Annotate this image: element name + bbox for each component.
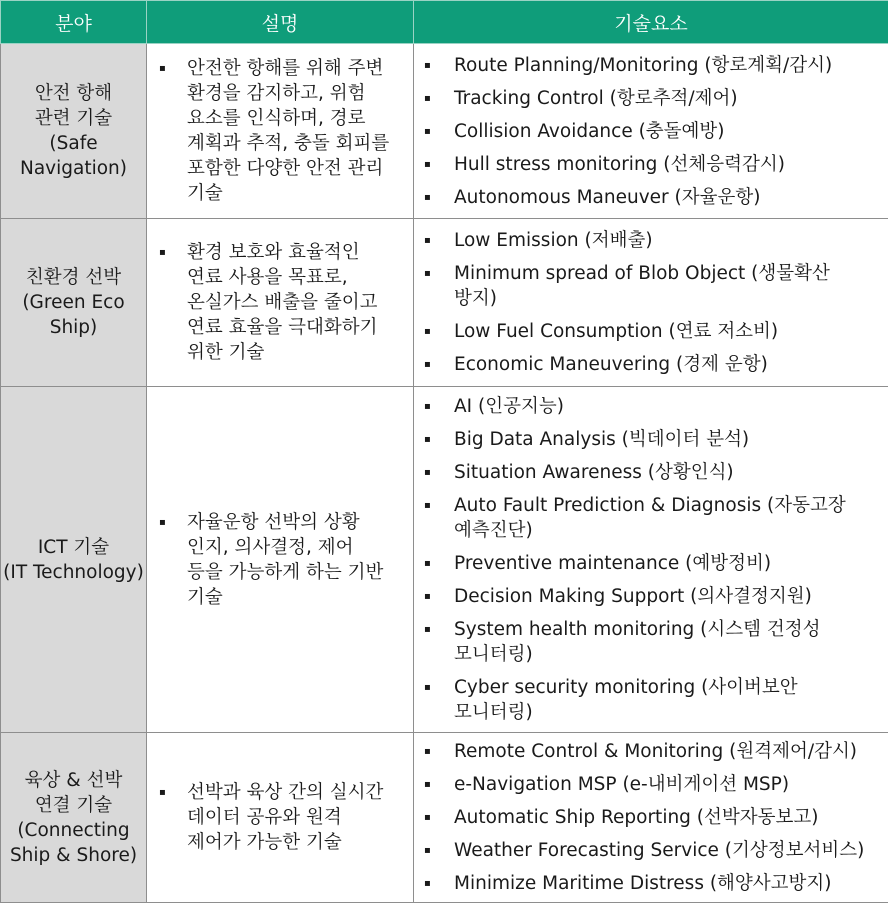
bullet-icon: ▪ (424, 779, 431, 790)
technology-text: Minimize Maritime Distress (해양사고방지) (454, 873, 832, 894)
table-body (1, 44, 888, 903)
technology-item (424, 768, 882, 801)
bullet-icon: ▪ (424, 682, 431, 693)
technologies-cell (414, 387, 888, 733)
bullet-icon: ▪ (424, 746, 431, 757)
technology-text: Weather Forecasting Service (기상정보서비스) (454, 840, 865, 861)
technology-item (424, 613, 882, 671)
technology-text: AI (인공지능) (454, 396, 564, 417)
technology-item (424, 315, 882, 348)
technology-item (424, 181, 882, 214)
technology-item (424, 547, 882, 580)
technology-item (424, 49, 882, 82)
bullet-icon: ▪ (159, 63, 166, 74)
bullet-icon: ▪ (424, 125, 431, 137)
bullet-icon: ▪ (424, 235, 431, 246)
technology-text: Big Data Analysis (빅데이터 분석) (454, 429, 750, 450)
technology-text: Low Emission (저배출) (454, 230, 653, 251)
technology-text: Hull stress monitoring (선체응력감시) (454, 153, 785, 175)
bullet-icon: ▪ (424, 59, 431, 71)
technology-item (424, 348, 882, 381)
technology-text: Cyber security monitoring (사이버보안 모니터링) (454, 677, 798, 723)
description-cell (147, 44, 414, 219)
technologies-cell (414, 44, 888, 219)
technology-text: Route Planning/Monitoring (항로계획/감시) (454, 54, 833, 76)
technology-text: Autonomous Maneuver (자율운항) (454, 186, 761, 208)
bullet-icon: ▪ (159, 516, 166, 528)
technology-item (424, 224, 882, 257)
technology-item (424, 801, 882, 834)
bullet-icon: ▪ (159, 247, 166, 258)
table-row (1, 44, 888, 219)
header-row (1, 1, 888, 44)
technology-list (414, 224, 888, 381)
description-text: 안전한 항해를 위해 주변 환경을 감지하고, 위험 요소를 인식하며, 경로 계획과 추적, 충돌 회피를 포함한 다양한 안전 관리 기술 (187, 58, 390, 204)
technology-text: Low Fuel Consumption (연료 저소비) (454, 321, 779, 342)
bullet-icon: ▪ (424, 845, 431, 856)
technology-text: Tracking Control (항로추적/제어) (454, 87, 738, 109)
technology-text: System health monitoring (시스템 건정성 모니터링) (454, 619, 821, 665)
technology-item (424, 456, 882, 489)
technology-text: Situation Awareness (상황인식) (454, 462, 734, 483)
bullet-icon: ▪ (424, 268, 431, 279)
bullet-icon: ▪ (424, 191, 431, 203)
bullet-icon: ▪ (424, 500, 431, 511)
technology-item (424, 148, 882, 181)
bullet-icon: ▪ (424, 326, 431, 337)
bullet-icon: ▪ (424, 467, 431, 478)
description-text: 선박과 육상 간의 실시간 데이터 공유와 원격 제어가 가능한 기술 (187, 782, 384, 853)
technology-text: Auto Fault Prediction & Diagnosis (자동고장 예측진단) (454, 495, 846, 541)
technology-list (414, 390, 888, 729)
technology-text: Preventive maintenance (예방정비) (454, 553, 772, 574)
table-row (1, 387, 888, 733)
technology-text: Decision Making Support (의사결정지원) (454, 586, 812, 607)
bullet-icon: ▪ (424, 434, 431, 445)
technology-text: Minimum spread of Blob Object (생물확산 방지) (454, 263, 830, 309)
header-description: 설명 (147, 1, 414, 44)
bullet-icon: ▪ (424, 158, 431, 170)
table-header (1, 1, 888, 44)
technology-list (414, 49, 888, 214)
technology-item (424, 257, 882, 315)
technology-item (424, 580, 882, 613)
description-cell (147, 733, 414, 903)
technology-item (424, 834, 882, 867)
bullet-icon: ▪ (424, 624, 431, 635)
bullet-icon: ▪ (424, 92, 431, 104)
description-text: 자율운항 선박의 상황 인지, 의사결정, 제어 등을 가능하게 하는 기반 기술 (187, 511, 384, 608)
technology-list (414, 735, 888, 900)
technology-text: Economic Maneuvering (경제 운항) (454, 354, 768, 375)
technology-text: Automatic Ship Reporting (선박자동보고) (454, 807, 819, 828)
technology-text: Collision Avoidance (충돌예방) (454, 120, 725, 142)
bullet-icon: ▪ (424, 878, 431, 889)
technology-item (424, 867, 882, 900)
technology-item (424, 423, 882, 456)
technology-item (424, 489, 882, 547)
bullet-icon: ▪ (424, 359, 431, 370)
table-row (1, 219, 888, 387)
bullet-icon: ▪ (424, 558, 431, 569)
technologies-cell (414, 219, 888, 387)
bullet-icon: ▪ (159, 787, 166, 798)
technology-item (424, 115, 882, 148)
description-text: 환경 보호와 효율적인 연료 사용을 목표로, 온실가스 배출을 줄이고 연료 효율을 극대화하기 위한 기술 (187, 242, 378, 363)
technology-item (424, 735, 882, 768)
technologies-cell (414, 733, 888, 903)
field-cell: ICT 기술 (IT Technology) (1, 387, 147, 733)
field-cell: 안전 항해 관련 기술 (Safe Navigation) (1, 44, 147, 219)
header-technologies: 기술요소 (414, 1, 888, 44)
technology-item (424, 390, 882, 423)
bullet-icon: ▪ (424, 401, 431, 412)
field-cell: 육상 & 선박 연결 기술 (Connecting Ship & Shore) (1, 733, 147, 903)
description-cell (147, 219, 414, 387)
table-row (1, 733, 888, 903)
field-cell: 친환경 선박 (Green Eco Ship) (1, 219, 147, 387)
technology-item (424, 82, 882, 115)
technology-text: Remote Control & Monitoring (원격제어/감시) (454, 741, 858, 762)
header-field: 분야 (1, 1, 147, 44)
technology-text: e-Navigation MSP (e-내비게이션 MSP) (454, 774, 790, 795)
bullet-icon: ▪ (424, 812, 431, 823)
bullet-icon: ▪ (424, 591, 431, 602)
description-cell (147, 387, 414, 733)
technology-item (424, 671, 882, 729)
